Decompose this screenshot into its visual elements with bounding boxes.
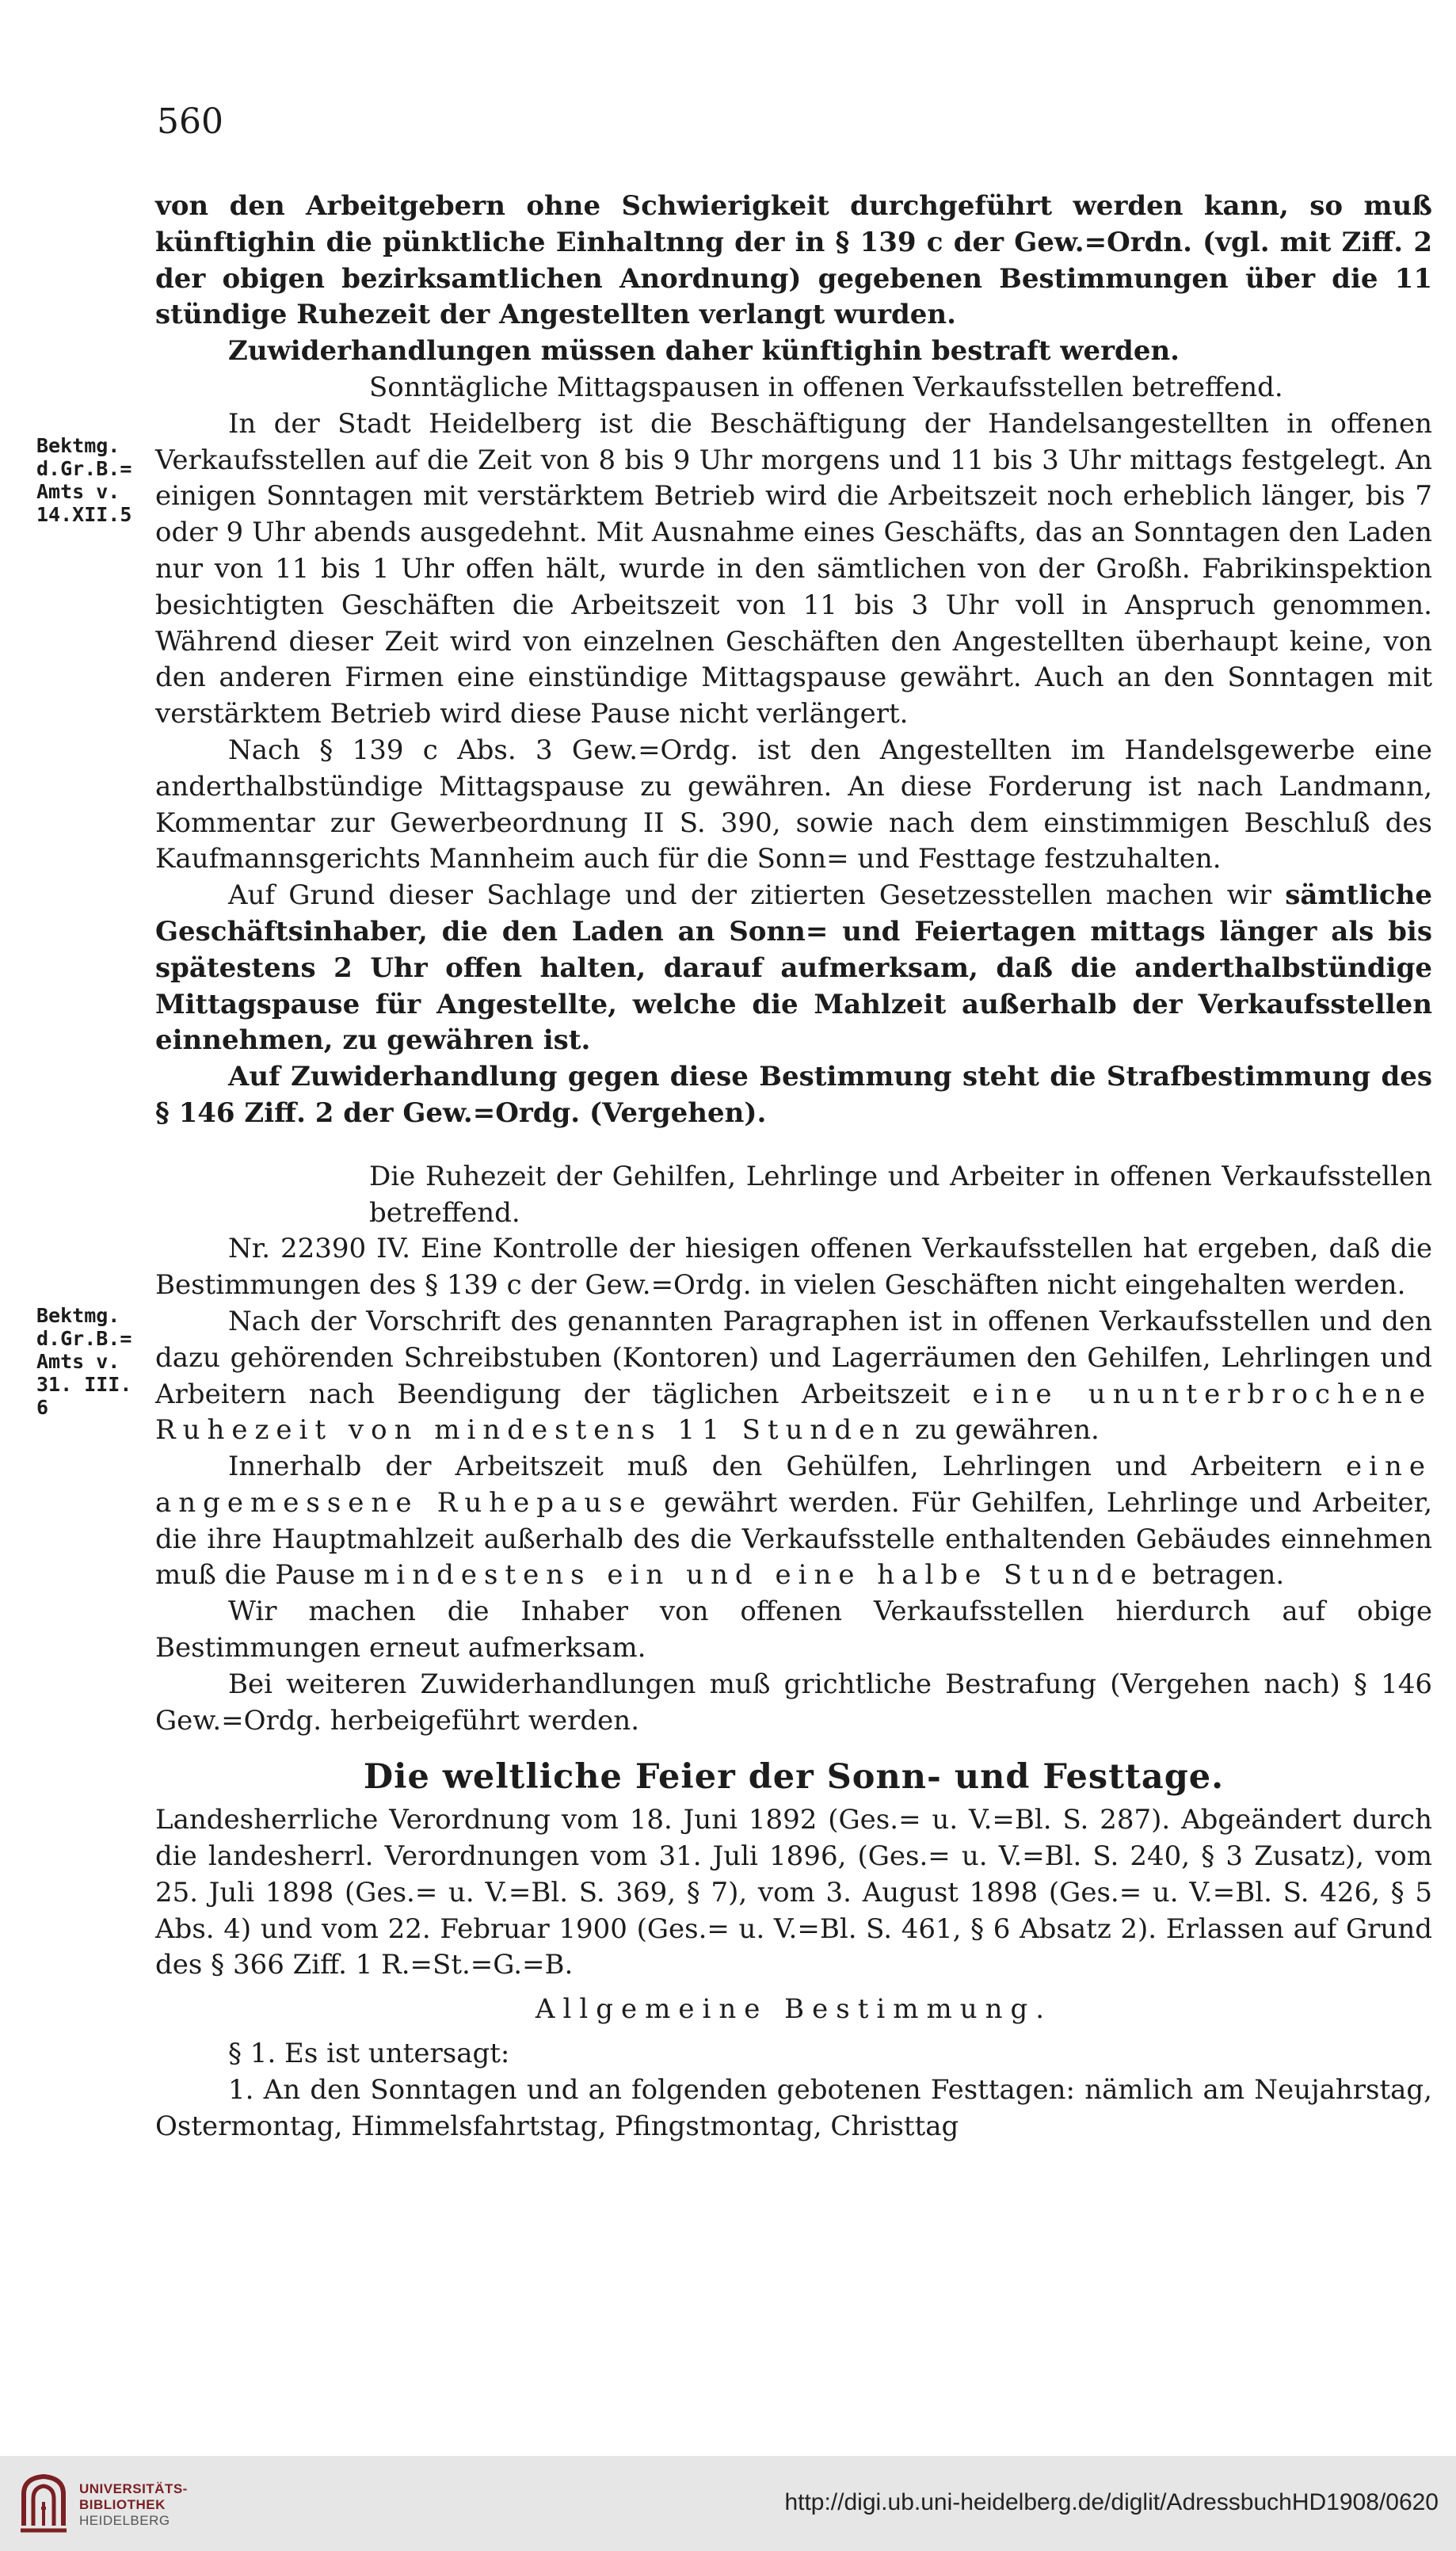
section-2-paragraph: Wir machen die Inhaber von offenen Verkaufsstellen hierdurch auf obige Bestimmungen erneut aufmerksam.	[155, 1596, 1432, 1664]
section-3-heading: Die weltliche Feier der Sonn- und Festtage.	[363, 1757, 1225, 1798]
margin-note-line: d.Gr.B.=	[36, 457, 132, 480]
section-2-text: zu gewähren.	[914, 1414, 1100, 1447]
margin-note-section-2	[36, 1304, 155, 1419]
section-1-bold-notice: sämtliche Geschäftsinhaber, die den Laden an Sonn= und Feiertagen mittags länger als bis spätestens 2 Uhr offen halten, darauf aufmerksam, daß die anderthalbstündige Mittagspause für Angestellte, welche die Mahlzeit außerhalb der Verkaufsstellen einnehmen, zu gewähren ist.	[155, 879, 1432, 1057]
section-2-text: Nach der Vorschrift des genannten Paragraphen ist in offenen Verkaufsstellen und den dazu gehörenden Schreibstuben (Kontoren) und Lagerräumen den Gehilfen, Lehrlingen und Arbeitern nach Beendigung der täglichen Arbeitszeit	[155, 1305, 1432, 1410]
margin-note-line: Amts v.	[36, 480, 120, 503]
intro-paragraph: von den Arbeitgebern ohne Schwierigkeit durchgeführt werden kann, so muß künftighin die pünktliche Einhaltnng der in § 139 c der Gew.=Ordn. (vgl. mit Ziff. 2 der obigen bezirksamtlichen Anordnung) gegebenen Bestimmungen über die 11 stündige Ruhezeit der Angestellten verlangt wurden.	[155, 190, 1432, 331]
page-number: 560	[157, 101, 223, 142]
intro-warning: Zuwiderhandlungen müssen daher künftighin bestraft werden.	[228, 335, 1180, 368]
section-2-text: gewährt werden. Für Gehilfen, Lehrlinge und Arbeiter, die ihre Hauptmahlzeit außerhalb des die Verkaufsstelle enthaltenden Gebäudes einnehmen muß die Pause	[155, 1486, 1432, 1592]
section-1-caption: Sonntägliche Mittagspausen in offenen Verkaufsstellen betreffend.	[369, 371, 1283, 403]
section-3-paragraph: § 1. Es ist untersagt:	[228, 2038, 510, 2070]
section-1-paragraph: In der Stadt Heidelberg ist die Beschäftigung der Handelsangestellten in offenen Verkaufsstellen auf die Zeit von 8 bis 9 Uhr morgens und 11 bis 3 Uhr mittags festgelegt. An einigen Sonntagen mit verstärktem Betrieb wird die Arbeitszeit noch erheblich länger, bis 7 oder 9 Uhr abends ausgedehnt. Mit Ausnahme eines Geschäfts, das an Sonntagen den Laden nur von 11 bis 1 Uhr offen hält, wurde in den sämtlichen von der Großh. Fabrikinspektion besichtigten Geschäften die Arbeitszeit von 11 bis 3 Uhr voll in Anspruch genommen. Während dieser Zeit wird von einzelnen Geschäften den Angestellten überhaupt keine, von den anderen Firmen eine einstündige Mittagspause gewährt. Auch an den Sonntagen mit verstärktem Betrieb wird diese Pause nicht verlängert.	[155, 407, 1432, 730]
section-2-paragraph: Bei weiteren Zuwiderhandlungen muß grichtliche Bestrafung (Vergehen nach) § 146 Gew.=Ordg. herbeigeführt werden.	[155, 1668, 1432, 1737]
library-name	[79, 2481, 188, 2529]
source-url-link[interactable]: http://digi.ub.uni-heidelberg.de/diglit/AdressbuchHD1908/0620	[784, 2489, 1439, 2515]
section-1-paragraph: Nach § 139 c Abs. 3 Gew.=Ordg. ist den Angestellten im Handelsgewerbe eine anderthalbstündige Mittagspause zu gewähren. An diese Forderung ist nach Landmann, Kommentar zur Gewerbeordnung II S. 390, sowie nach dem einstimmigen Beschluß des Kaufmannsgerichts Mannheim auch für die Sonn= und Festtage festzuhalten.	[155, 734, 1432, 875]
library-seal-icon	[17, 2470, 70, 2535]
margin-note-line: 31. III. 6	[36, 1373, 132, 1419]
section-2-spaced-text: eine angemessene Ruhepause	[155, 1451, 1432, 1519]
page-body	[155, 189, 1432, 2145]
section-2-spaced-text: mindestens ein und eine halbe Stunde	[364, 1559, 1144, 1592]
library-name-line: BIBLIOTHEK	[79, 2497, 166, 2512]
section-1-penalty: Auf Zuwiderhandlung gegen diese Bestimmung steht die Strafbestimmung des § 146 Ziff. 2 der Gew.=Ordg. (Vergehen).	[155, 1061, 1432, 1129]
section-1-paragraph	[155, 878, 1432, 1059]
section-2-text: Innerhalb der Arbeitszeit muß den Gehülfen, Lehrlingen und Arbeitern	[228, 1451, 1322, 1483]
section-1-paragraph-text: Auf Grund dieser Sachlage und der zitierten Gesetzesstellen machen wir	[228, 879, 1272, 912]
library-logo[interactable]	[17, 2467, 200, 2540]
library-name-line: UNIVERSITÄTS-	[79, 2481, 188, 2496]
section-2-paragraph: Nr. 22390 IV. Eine Kontrolle der hiesigen offenen Verkaufsstellen hat ergeben, daß die Bestimmungen des § 139 c der Gew.=Ordg. in vielen Geschäften nicht eingehalten werden.	[155, 1233, 1432, 1302]
margin-note-line: Bektmg.	[36, 1304, 120, 1327]
margin-note-line: d.Gr.B.=	[36, 1327, 132, 1350]
section-2-spaced-text: eine ununterbrochene Ruhezeit von mindestens 11 Stunden	[155, 1378, 1433, 1447]
margin-note-section-1	[36, 434, 155, 526]
section-2-caption: Die Ruhezeit der Gehilfen, Lehrlinge und Arbeiter in offenen Verkaufsstellen betreffend.	[369, 1160, 1432, 1229]
library-name-line: HEIDELBERG	[79, 2513, 170, 2528]
section-3-subheading: Allgemeine Bestimmung.	[535, 1993, 1053, 2026]
section-2-text: betragen.	[1152, 1559, 1285, 1592]
section-2-paragraph	[155, 1449, 1432, 1594]
section-3-paragraph: 1. An den Sonntagen und an folgenden gebotenen Festtagen: nämlich am Neujahrstag, Ostermontag, Himmelsfahrtstag, Pfingstmontag, Christtag	[155, 2073, 1432, 2142]
viewer-footer	[0, 2456, 1456, 2551]
margin-note-line: 14.XII.5	[36, 503, 132, 526]
section-2-paragraph	[155, 1304, 1432, 1449]
margin-note-line: Bektmg.	[36, 434, 120, 457]
section-3-paragraph: Landesherrliche Verordnung vom 18. Juni 1892 (Ges.= u. V.=Bl. S. 287). Abgeändert durch die landesherrl. Verordnungen vom 31. Juli 1896, (Ges.= u. V.=Bl. S. 240, § 3 Zusatz), vom 25. Juli 1898 (Ges.= u. V.=Bl. S. 369, § 7), vom 3. August 1898 (Ges.= u. V.=Bl. S. 426, § 5 Abs. 4) und vom 22. Februar 1900 (Ges.= u. V.=Bl. S. 461, § 6 Absatz 2). Erlassen auf Grund des § 366 Ziff. 1 R.=St.=G.=B.	[155, 1804, 1432, 1981]
margin-note-line: Amts v.	[36, 1350, 120, 1373]
